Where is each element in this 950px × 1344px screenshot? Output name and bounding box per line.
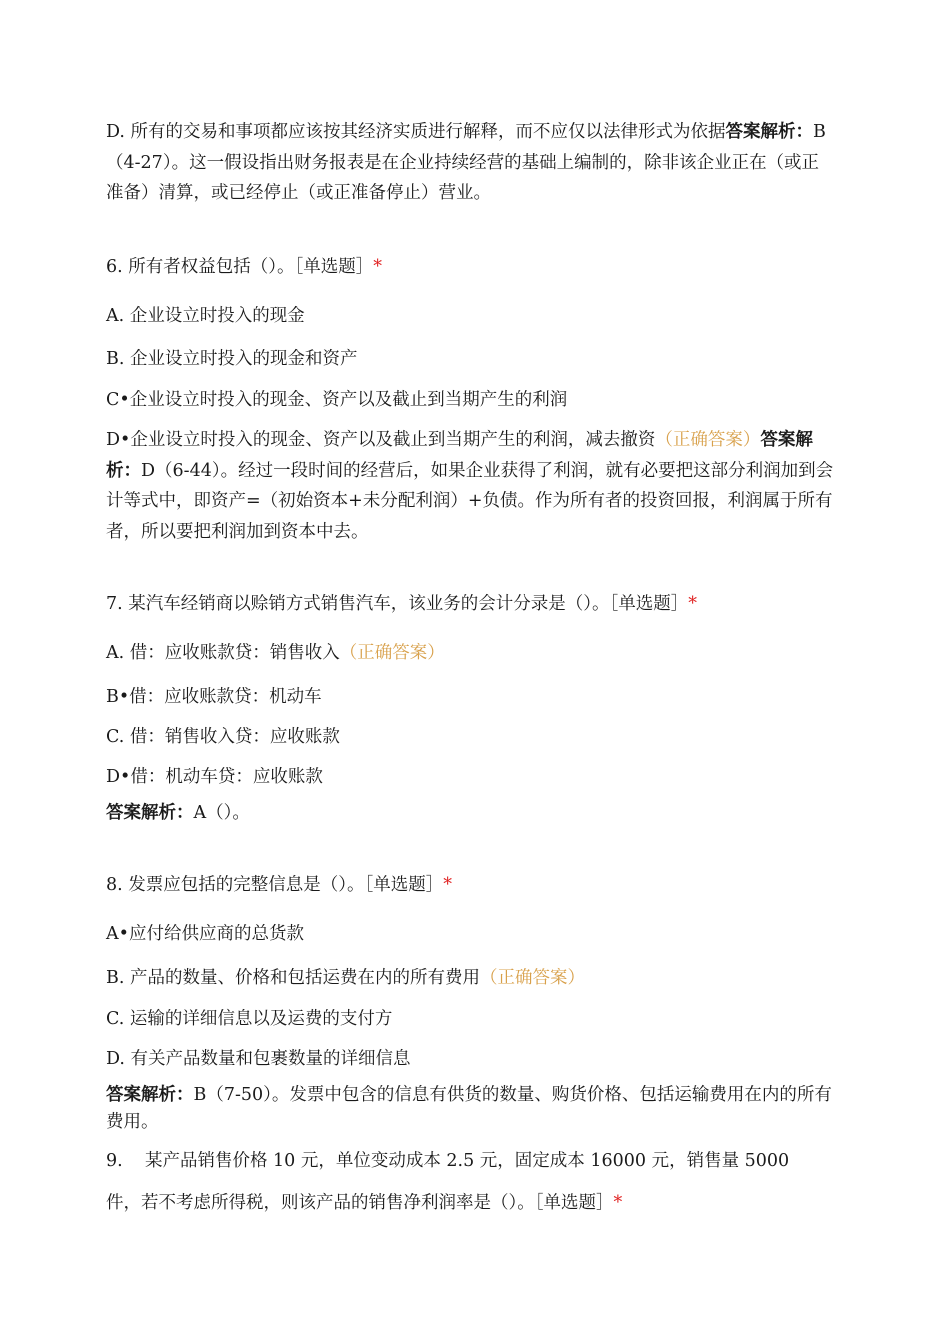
required-star: *: [443, 875, 453, 895]
q8-option-b[interactable]: [106, 965, 834, 991]
required-star: *: [613, 1193, 623, 1213]
q8-stem-text: 8. 发票应包括的完整信息是（）。［单选题］: [106, 875, 444, 895]
required-star: *: [688, 594, 698, 614]
q7-option-a[interactable]: [106, 640, 834, 666]
q8-option-c[interactable]: C. 运输的详细信息以及运费的支付方: [106, 1009, 393, 1029]
q6-analysis-text: D（6-44）。经过一段时间的经营后，如果企业获得了利润，就有必要把这部分利润加到会计等式中，即资产=（初始资本+未分配利润）+负债。作为所有者的投资回报，利润属于所有者，所以要把利润加到资本中去。: [106, 460, 834, 542]
q6-option-a[interactable]: A. 企业设立时投入的现金: [106, 306, 305, 326]
q6-analysis-label: 答案解析：: [106, 430, 813, 481]
q6-option-b[interactable]: B. 企业设立时投入的现金和资产: [106, 349, 358, 369]
q7-option-b[interactable]: B•借：应收账款贷：机动车: [106, 687, 322, 707]
q8-analysis-label: 答案解析：: [106, 1085, 194, 1105]
q9-stem-line1: 9. 某产品销售价格 10 元，单位变动成本 2.5 元，固定成本 16000 元，销售量 5000: [106, 1151, 790, 1171]
q6-option-d-and-analysis: [106, 425, 834, 547]
q6-stem: [106, 254, 834, 280]
required-star: *: [373, 257, 383, 277]
q9-stem-line2: [106, 1190, 834, 1216]
q5-option-d: D. 所有的交易和事项都应该按其经济实质进行解释，而不应仅以法律形式为依据: [106, 122, 726, 142]
q5-analysis-text: B（4-27）。这一假设指出财务报表是在企业持续经营的基础上编制的，除非该企业正在（或正准备）清算，或已经停止（或正准备停止）营业。: [106, 122, 826, 203]
q7-option-a-text: A. 借：应收账款贷：销售收入: [106, 643, 340, 663]
q8-stem: [106, 872, 834, 898]
q5-option-d-and-analysis: [106, 117, 834, 209]
q7-stem-text: 7. 某汽车经销商以赊销方式销售汽车，该业务的会计分录是（）。［单选题］: [106, 594, 689, 614]
q7-option-c[interactable]: C. 借：销售收入贷：应收账款: [106, 727, 340, 747]
correct-answer-mark: （正确答案）: [479, 968, 585, 988]
correct-answer-mark: （正确答案）: [655, 430, 761, 450]
q6-stem-text: 6. 所有者权益包括（）。［单选题］: [106, 257, 374, 277]
q7-option-d[interactable]: D•借：机动车贷：应收账款: [106, 767, 323, 787]
q5-analysis-label: 答案解析：: [725, 122, 814, 142]
correct-answer-mark: （正确答案）: [339, 643, 445, 663]
q8-analysis: [106, 1082, 834, 1136]
q7-analysis: [106, 800, 834, 826]
q8-analysis-text: B（7-50）。发票中包含的信息有供货的数量、购货价格、包括运输费用在内的所有费用。: [106, 1085, 832, 1132]
q8-option-b-text: B. 产品的数量、价格和包括运费在内的所有费用: [106, 968, 480, 988]
q7-analysis-label: 答案解析：: [106, 803, 194, 823]
q6-option-d[interactable]: D•企业设立时投入的现金、资产以及截止到当期产生的利润，减去撤资: [106, 430, 656, 450]
q6-option-c[interactable]: C•企业设立时投入的现金、资产以及截止到当期产生的利润: [106, 390, 568, 410]
q7-analysis-text: A（）。: [193, 803, 250, 823]
q7-stem: [106, 591, 834, 617]
q8-option-d[interactable]: D. 有关产品数量和包裹数量的详细信息: [106, 1049, 411, 1069]
q9-stem-text: 件，若不考虑所得税，则该产品的销售净利润率是（）。［单选题］: [106, 1193, 614, 1213]
q8-option-a[interactable]: A•应付给供应商的总货款: [106, 924, 304, 944]
